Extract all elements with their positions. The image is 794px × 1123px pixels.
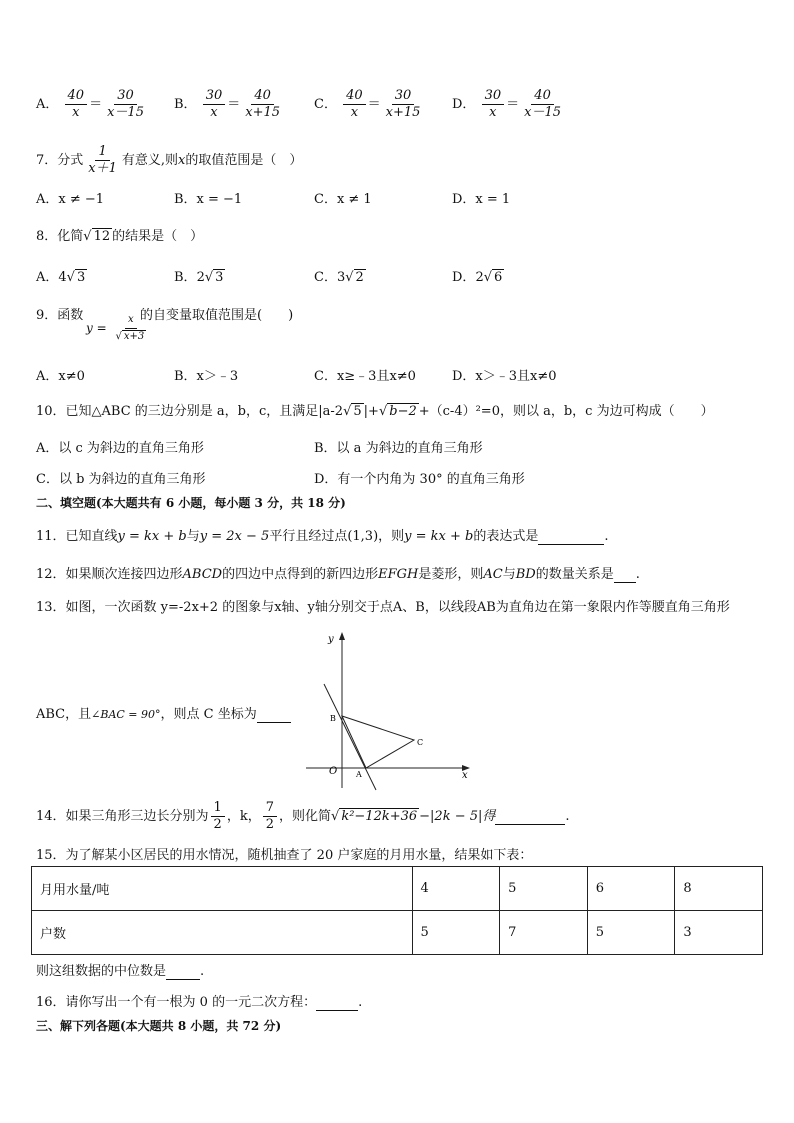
table-cell: 月用水量/吨 [32, 867, 413, 911]
q6-option-c[interactable]: C． $\frac{40}{x}$ ＝ $\frac{30}{x+15}$ [314, 88, 425, 121]
table-row [32, 911, 763, 955]
section-heading-fill-blank: 二、填空题(本大题共有 6 小题，每小题 3 分，共 18 分) [36, 496, 346, 510]
q8-option-b[interactable]: B．2√ 3 [174, 270, 224, 285]
q10-stem: 10．已知△ABC 的三边分别是 a，b，c，且满足|a-2√ 5 |+√ b−2 +（c-4）²=0，则以 a，b，c 为边可构成（ ） [36, 404, 714, 419]
fraction: $\frac{40}{x}$ [343, 88, 366, 121]
fraction: $\frac{40}{x+15}$ [245, 88, 281, 120]
table-cell: 户数 [32, 911, 413, 955]
q12-stem: 12．如果顺次连接四边形ABCD的四边中点得到的新四边形EFGH是菱形，则AC与BD的数量关系是 . [36, 567, 640, 582]
q16-stem: 16．请你写出一个有一根为 0 的一元二次方程： . [36, 995, 363, 1010]
q11-stem: 11．已知直线y = kx + b与y = 2x − 5平行且经过点(1,3)，则y = kx + b的表达式是 . [36, 529, 609, 544]
table-cell: 5 [587, 911, 675, 955]
q15-stem: 15．为了解某小区居民的用水情况，随机抽查了 20 户家庭的月用水量，结果如下表： [36, 848, 533, 863]
q9-option-b[interactable]: B．x＞﹣3 [174, 369, 239, 384]
table-cell: 5 [500, 867, 588, 911]
q13-stem: 13．如图，一次函数 y=-2x+2 的图象与x轴、y轴分别交于点A、B，以线段AB为直角边在第一象限内作等腰直角三角形 [36, 600, 730, 615]
answer-blank[interactable] [257, 707, 291, 723]
q8-option-c[interactable]: C．3√ 2 [314, 270, 364, 285]
q8-option-a[interactable]: A．4√ 3 [36, 270, 86, 285]
q13-graph-figure [300, 628, 480, 792]
x-axis-label: x [462, 770, 468, 781]
q9-stem: 9．函数 [36, 308, 84, 323]
answer-blank[interactable] [495, 809, 565, 825]
q10-option-d[interactable]: D．有一个内角为 30° 的直角三角形 [314, 472, 525, 487]
fraction: $\frac{1}{2}$ [211, 800, 225, 833]
q6-option-a[interactable]: A． $\frac{40}{x}$ ＝ $\frac{30}{x-15}$ [36, 88, 149, 121]
fraction: $\frac{7}{2}$ [263, 800, 277, 833]
q7-option-c[interactable]: C．x ≠ 1 [314, 192, 372, 207]
q9-option-d[interactable]: D．x＞﹣3且x≠0 [452, 369, 557, 384]
fraction: $\frac{30}{x+15}$ [385, 88, 421, 120]
table-cell: 8 [675, 867, 763, 911]
q10-option-b[interactable]: B．以 a 为斜边的直角三角形 [314, 441, 483, 456]
table-cell: 5 [412, 911, 500, 955]
fraction: $\frac{x}{√ x+3}$ [115, 314, 145, 342]
q7-option-b[interactable]: B．x = −1 [174, 192, 243, 207]
y-axis-label: y [328, 634, 334, 645]
table-cell: 4 [412, 867, 500, 911]
fraction: $\frac{30}{x}$ [482, 88, 505, 121]
q8-stem: 8．化简√ 12 的结果是（ ） [36, 229, 204, 244]
q7-option-d[interactable]: D．x = 1 [452, 192, 511, 207]
section-heading-solve: 三、解下列各题(本大题共 8 小题，共 72 分) [36, 1019, 282, 1033]
q7-stem: 7．分式 $\frac{1}{x+1}$ 有意义,则x的取值范围是（ ） [36, 144, 303, 176]
q9-formula: y = $\frac{x}{√ x+3}$ [86, 312, 151, 345]
q15-after: 则这组数据的中位数是 . [36, 964, 205, 979]
origin-label: O [329, 766, 338, 777]
fraction: $\frac{40}{x-15}$ [524, 88, 562, 120]
q10-option-a[interactable]: A．以 c 为斜边的直角三角形 [36, 441, 204, 456]
point-a-label: A [356, 770, 362, 779]
q8-option-d[interactable]: D．2√ 6 [452, 270, 503, 285]
fraction: $\frac{30}{x-15}$ [107, 88, 144, 120]
water-usage-table [31, 866, 763, 955]
q10-option-c[interactable]: C．以 b 为斜边的直角三角形 [36, 472, 206, 487]
table-cell: 7 [500, 911, 588, 955]
q13-stem-line2: ABC，且∠BAC = 90°，则点 C 坐标为 [36, 703, 291, 723]
answer-blank[interactable] [538, 529, 604, 545]
table-cell: 3 [675, 911, 763, 955]
q6-option-b[interactable]: B． $\frac{30}{x}$ ＝ $\frac{40}{x+15}$ [174, 88, 285, 121]
answer-blank[interactable] [166, 964, 200, 980]
point-b-label: B [330, 714, 336, 723]
table-cell: 6 [587, 867, 675, 911]
q7-option-a[interactable]: A．x ≠ −1 [36, 192, 105, 207]
fraction: $\frac{40}{x}$ [65, 88, 88, 121]
q9-stem-suffix: 的自变量取值范围是( ) [140, 308, 294, 323]
fraction: $\frac{1}{x+1}$ [88, 144, 117, 176]
q9-option-c[interactable]: C．x≥﹣3且x≠0 [314, 369, 416, 384]
answer-blank[interactable] [614, 567, 636, 583]
q14-stem: 14．如果三角形三边长分别为 $\frac{1}{2}$ ，k， $\frac{7}{2}$ ，则化简√ k²−12k+36 −|2k − 5|得 . [36, 800, 570, 832]
y-axis-arrow [339, 632, 345, 640]
answer-blank[interactable] [316, 995, 358, 1011]
fraction: $\frac{30}{x}$ [203, 88, 226, 121]
sqrt-sign: √ [83, 229, 92, 244]
q9-option-a[interactable]: A．x≠0 [36, 369, 85, 384]
table-row [32, 867, 763, 911]
point-c-label: C [417, 738, 424, 747]
q6-option-d[interactable]: D． $\frac{30}{x}$ ＝ $\frac{40}{x-15}$ [452, 88, 566, 121]
